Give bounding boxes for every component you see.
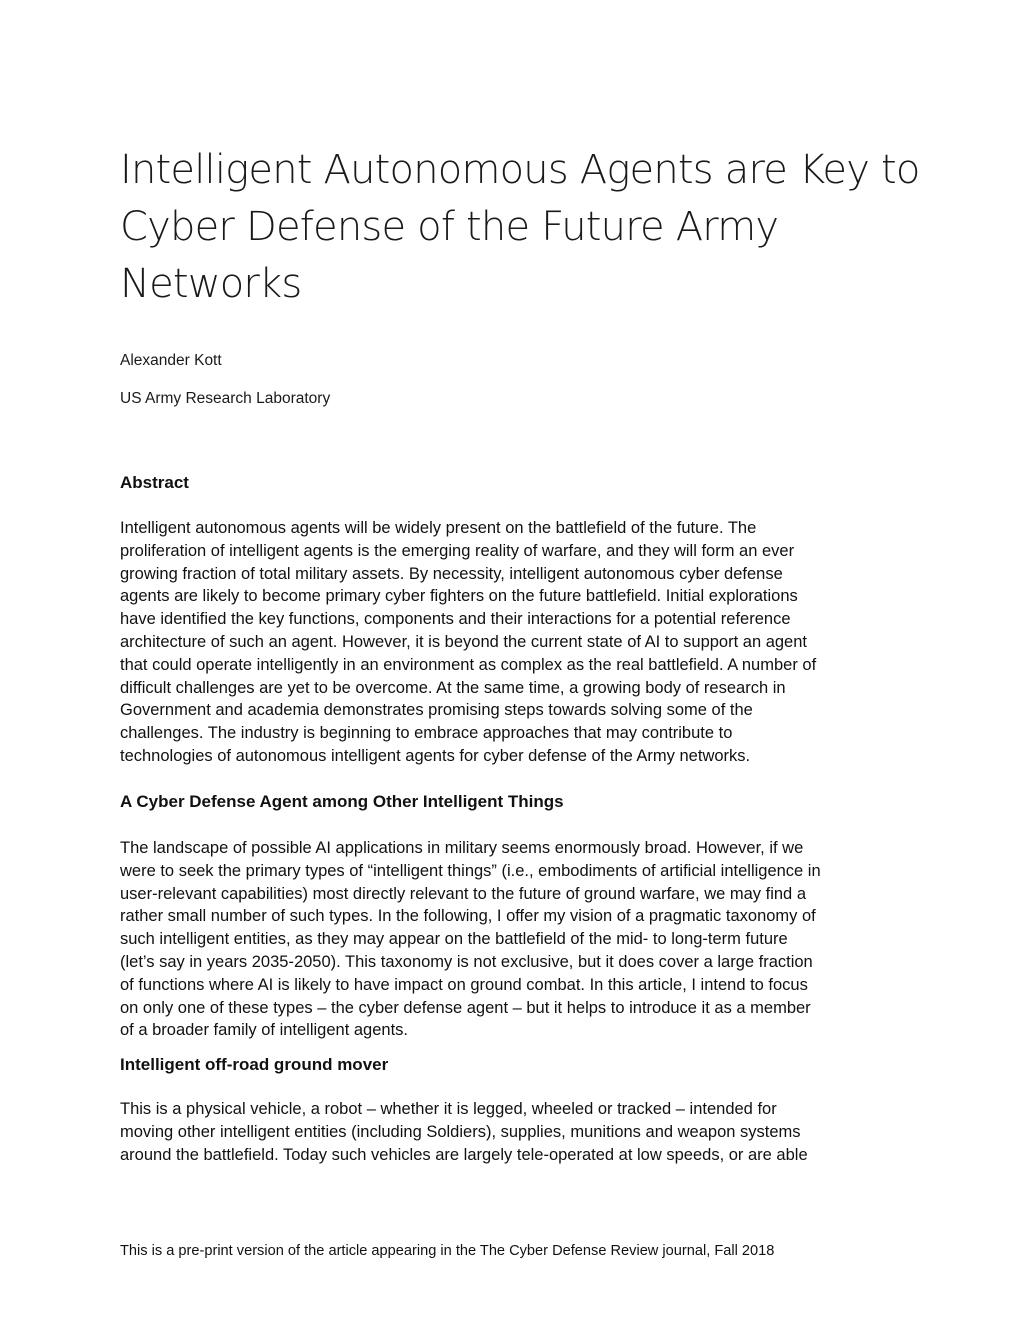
section-body bbox=[120, 837, 920, 1042]
text-line: proliferation of intelligent agents is the emerging reality of warfare, and they will form an ever bbox=[120, 541, 795, 560]
text-line: agents are likely to become primary cyber fighters on the future battlefield. Initial explorations bbox=[120, 587, 798, 606]
text-line: moving other intelligent entities (including Soldiers), supplies, munitions and weapon systems bbox=[120, 1122, 801, 1141]
text-line: architecture of such an agent. However, it is beyond the current state of AI to support an agent bbox=[120, 632, 807, 651]
paper-title bbox=[120, 142, 920, 313]
text-line: of functions where AI is likely to have impact on ground combat. In this article, I intend to focus bbox=[120, 975, 808, 994]
text-line: difficult challenges are yet to be overcome. At the same time, a growing body of research in bbox=[120, 678, 786, 697]
abstract-body bbox=[120, 517, 920, 768]
text-line: The landscape of possible AI applications in military seems enormously broad. However, if we bbox=[120, 839, 804, 857]
text-line: around the battlefield. Today such vehicles are largely tele-operated at low speeds, or are able bbox=[120, 1145, 808, 1164]
text-line: of a broader family of intelligent agents. bbox=[120, 1021, 409, 1040]
text-line: rather small number of such types. In the following, I offer my vision of a pragmatic taxonomy of bbox=[120, 907, 816, 926]
subsection-heading: Intelligent off-road ground mover bbox=[120, 1055, 389, 1074]
text-line: such intelligent entities, as they may appear on the battlefield of the mid- to long-term future bbox=[120, 930, 788, 949]
subsection-body bbox=[120, 1098, 920, 1166]
text-line: user-relevant capabilities) most directly relevant to the future of ground warfare, we may find a bbox=[120, 884, 806, 903]
title-line: Cyber Defense of the Future Army bbox=[120, 204, 779, 250]
text-line: This is a physical vehicle, a robot – whether it is legged, wheeled or tracked – intended for bbox=[120, 1100, 777, 1118]
title-line: Intelligent Autonomous Agents are Key to bbox=[120, 147, 920, 193]
text-line: technologies of autonomous intelligent agents for cyber defense of the Army networks. bbox=[120, 746, 751, 765]
page-footer: This is a pre-print version of the article appearing in the The Cyber Defense Review journal, Fall 2018 bbox=[120, 1243, 775, 1259]
text-line: have identified the key functions, components and their interactions for a potential reference bbox=[120, 610, 791, 629]
text-line: Government and academia demonstrates promising steps towards solving some of the bbox=[120, 701, 753, 720]
text-line: that could operate intelligently in an environment as complex as the real battlefield. A number of bbox=[120, 655, 817, 674]
abstract-heading: Abstract bbox=[120, 473, 189, 492]
text-line: challenges. The industry is beginning to embrace approaches that may contribute to bbox=[120, 724, 733, 743]
text-line: (let’s say in years 2035-2050). This taxonomy is not exclusive, but it does cover a large fraction bbox=[120, 952, 813, 971]
author-affiliation: US Army Research Laboratory bbox=[120, 390, 331, 407]
section-heading: A Cyber Defense Agent among Other Intelligent Things bbox=[120, 792, 564, 811]
text-line: growing fraction of total military assets. By necessity, intelligent autonomous cyber defense bbox=[120, 564, 783, 583]
text-line: on only one of these types – the cyber defense agent – but it helps to introduce it as a member bbox=[120, 998, 811, 1017]
text-line: were to seek the primary types of “intelligent things” (i.e., embodiments of artificial intelligence in bbox=[120, 861, 821, 880]
author-name: Alexander Kott bbox=[120, 352, 222, 369]
title-line: Networks bbox=[120, 261, 302, 307]
text-line: Intelligent autonomous agents will be widely present on the battlefield of the future. The bbox=[120, 519, 757, 537]
